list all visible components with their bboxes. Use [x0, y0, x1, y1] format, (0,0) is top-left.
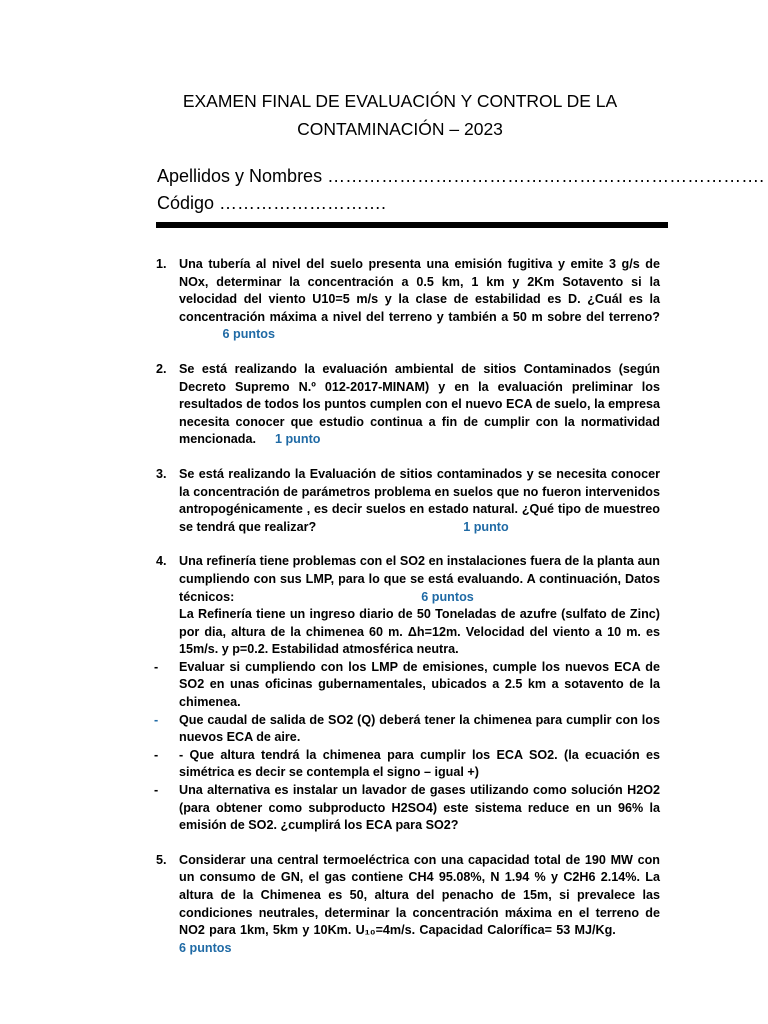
question-points: 1 punto — [463, 519, 509, 534]
question-number: 3. — [156, 466, 167, 481]
question-text: Se está realizando la evaluación ambiental de sitios Contaminados (según Decreto Supremo N.º 012-2017-MINAM) y en la evaluación preliminar los resultados de todos los puntos cumplen con el nuevo ECA de suelo, la empresa necesita conocer que estudio continua a fin de cumplir con la normatividad mencionada. — [179, 361, 660, 447]
names-field: Apellidos y Nombres ………………………………………………………………. — [157, 166, 765, 186]
question-3 — [152, 466, 660, 536]
list-item — [152, 747, 660, 782]
code-field: Código ………………………. — [157, 193, 387, 213]
list-item — [152, 712, 660, 747]
item-dash: - — [154, 659, 159, 674]
item-text: Evaluar si cumpliendo con los LMP de emisiones, cumple los nuevos ECA de SO2 en unas oficinas gubernamentales, ubicados a 2.5 km a sotavento de la chimenea. — [179, 659, 660, 710]
question-4-items — [152, 659, 660, 835]
question-2 — [152, 361, 660, 449]
question-4 — [152, 553, 660, 659]
list-item — [152, 782, 660, 835]
question-1 — [152, 256, 660, 344]
item-dash: - — [154, 712, 159, 727]
question-points: 1 punto — [274, 432, 321, 447]
question-number: 2. — [156, 361, 167, 376]
question-points: 6 puntos — [179, 940, 232, 955]
item-text: Una alternativa es instalar un lavador de gases utilizando como solución H2O2 (para obtener como subproducto H2SO4) este sistema reduce en un 96% la emisión de SO2. ¿cumplirá los ECA para SO2? — [179, 783, 660, 833]
question-number: 1. — [156, 257, 167, 271]
question-text: Una tubería al nivel del suelo presenta una emisión fugitiva y emite 3 g/s de NOx, determinar la concentración a 0.5 km, 1 km y 2Km Sotavento si la velocidad del viento U10=5 m/s y la clase de estabilidad es D. ¿Cuál es la concentración máxima a nivel del terreno y también a 50 m sobre del terreno? — [179, 257, 660, 324]
question-text: Una refinería tiene problemas con el SO2 en instalaciones fuera de la planta aun cumpliendo con sus LMP, para lo que se está evaluando. A continuación, Datos técnicos: — [179, 554, 660, 604]
question-points: 6 puntos — [421, 589, 474, 604]
item-text: Que caudal de salida de SO2 (Q) deberá tener la chimenea para cumplir con los nuevos ECA de aire. — [179, 712, 660, 745]
title-line-1: EXAMEN FINAL DE EVALUACIÓN Y CONTROL DE LA — [182, 91, 618, 111]
title-line-2: CONTAMINACIÓN – 2023 — [297, 119, 503, 139]
question-text: Considerar una central termoeléctrica con una capacidad total de 190 MW con un consumo de GN, el gas contiene CH4 95.08%, N 1.94 % y C2H6 2.14%. La altura de la Chimenea es 50, altura del penacho de 15m, si prevalece las condiciones neutrales, determinar la concentración máxima en el terreno de NO2 para 1km, 5km y 10Km. U₁₀=4m/s. Capacidad Calorífica= 53 MJ/Kg. — [179, 852, 660, 938]
item-dash: - — [154, 783, 159, 798]
question-number: 5. — [156, 852, 167, 867]
item-dash: - — [154, 747, 159, 762]
exam-title — [130, 87, 670, 143]
list-item — [152, 659, 660, 712]
question-data: La Refinería tiene un ingreso diario de 50 Toneladas de azufre (sulfato de Zinc) por dia, altura de la chimenea 60 m. Δh=12m. Velocidad del viento a 10 m. es 15m/s. y p=0.2. Estabilidad atmosférica neutra. — [179, 607, 660, 657]
question-list — [152, 256, 660, 974]
question-number: 4. — [156, 554, 167, 569]
item-text: - Que altura tendrá la chimenea para cumplir los ECA SO2. (la ecuación es simétrica es decir se contempla el signo – igual +) — [179, 747, 660, 780]
question-text: Se está realizando la Evaluación de sitios contaminados y se necesita conocer la concentración de parámetros problema en suelos que no fueron intervenidos antropogénicamente , es decir suelos en estado natural. ¿Qué tipo de muestreo se tendrá que realizar? — [179, 466, 660, 534]
header-divider-thin — [156, 227, 668, 228]
question-5 — [152, 852, 660, 958]
question-points: 6 puntos — [222, 327, 275, 342]
